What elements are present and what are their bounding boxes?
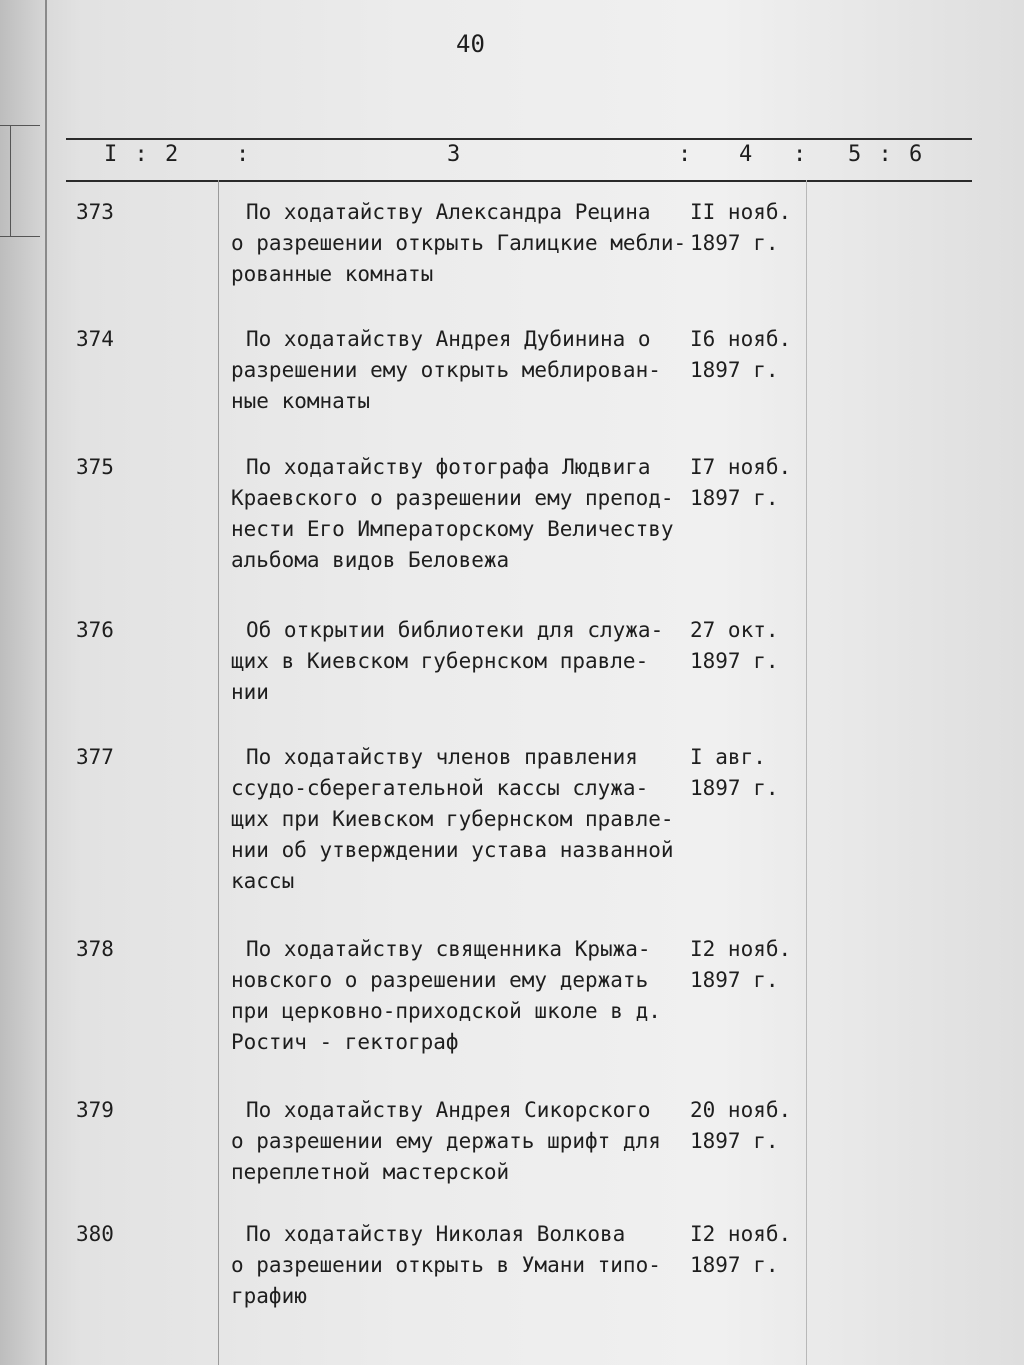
entry-description-line: щих в Киевском губернском правле-: [231, 649, 649, 673]
entry-description-line: рованные комнаты: [231, 262, 434, 286]
entry-number: 375: [76, 455, 114, 479]
entry-date-line: 20 нояб.: [690, 1098, 792, 1122]
binding-table-fragment: [0, 125, 40, 237]
entry-description-line: нии об утверждении устава названной: [231, 838, 674, 862]
entry-description-line: разрешении ему открыть меблирован-: [231, 358, 661, 382]
entry-number: 378: [76, 937, 114, 961]
entry-description-line: Ростич - гектограф: [231, 1030, 459, 1054]
header-col-3: 3: [447, 142, 463, 167]
entry-description-line: По ходатайству священника Крыжа-: [246, 937, 651, 961]
entry-description-line: По ходатайству Александра Рецина: [246, 200, 651, 224]
entry-description-line: ссудо-сберегательной кассы служа-: [231, 776, 649, 800]
entry-description-line: о разрешении открыть Галицкие мебли-: [231, 231, 687, 255]
entry-number: 377: [76, 745, 114, 769]
header-bottom-rule: [66, 180, 972, 182]
entry-date-line: I7 нояб.: [690, 455, 792, 479]
entry-date-line: 1897 г.: [690, 649, 779, 673]
entry-description-line: о разрешении ему держать шрифт для: [231, 1129, 661, 1153]
entry-description-line: щих при Киевском губернском правле-: [231, 807, 674, 831]
entry-date-line: 1897 г.: [690, 968, 779, 992]
entry-date-line: I авг.: [690, 745, 766, 769]
entry-date-line: 1897 г.: [690, 486, 779, 510]
entry-description-line: при церковно-приходской школе в д.: [231, 999, 661, 1023]
binding-edge: [0, 0, 47, 1365]
entry-description: [231, 197, 691, 290]
header-separator: :: [678, 142, 694, 167]
entry-date-line: 1897 г.: [690, 1129, 779, 1153]
entry-date-line: 27 окт.: [690, 618, 779, 642]
entry-description: [231, 452, 691, 576]
entry-description-line: нии: [231, 680, 269, 704]
entry-date: [690, 615, 779, 677]
entry-description: [231, 1095, 691, 1188]
entry-description: [231, 1219, 691, 1312]
entry-description-line: ные комнаты: [231, 389, 371, 413]
header-separator: :: [793, 142, 809, 167]
entry-description-line: Об открытии библиотеки для служа-: [246, 618, 664, 642]
entry-number: 379: [76, 1098, 114, 1122]
entry-date-line: II нояб.: [690, 200, 792, 224]
entry-date: [690, 934, 791, 996]
entry-description-line: кассы: [231, 869, 295, 893]
entry-date-line: 1897 г.: [690, 1253, 779, 1277]
entry-description-line: графию: [231, 1284, 307, 1308]
entry-description-line: По ходатайству Андрея Сикорского: [246, 1098, 651, 1122]
column-divider: [218, 180, 219, 1365]
entry-number: 376: [76, 618, 114, 642]
entry-description-line: о разрешении открыть в Умани типо-: [231, 1253, 661, 1277]
entry-description: [231, 934, 691, 1058]
entry-date-line: I6 нояб.: [690, 327, 792, 351]
entry-date-line: 1897 г.: [690, 231, 779, 255]
header-col-4: 4: [739, 142, 755, 167]
entry-date-line: I2 нояб.: [690, 1222, 792, 1246]
header-col-5-6: 5 : 6: [848, 142, 925, 167]
page-number: 40: [456, 30, 485, 58]
entry-description-line: По ходатайству членов правления: [246, 745, 638, 769]
header-col-1-2: I : 2: [104, 142, 181, 167]
entry-date: [690, 324, 791, 386]
entry-description-line: переплетной мастерской: [231, 1160, 510, 1184]
entry-number: 374: [76, 327, 114, 351]
entry-date: [690, 197, 791, 259]
entry-description-line: Краевского о разрешении ему препод-: [231, 486, 674, 510]
entry-date-line: I2 нояб.: [690, 937, 792, 961]
entry-description-line: По ходатайству фотографа Людвига: [246, 455, 651, 479]
column-divider: [806, 180, 807, 1365]
entry-number: 373: [76, 200, 114, 224]
entry-date: [690, 1095, 791, 1157]
entry-date: [690, 452, 791, 514]
entry-date-line: 1897 г.: [690, 358, 779, 382]
entry-date: [690, 742, 779, 804]
entry-description-line: новского о разрешении ему держать: [231, 968, 649, 992]
header-top-rule: [66, 138, 972, 140]
entry-date: [690, 1219, 791, 1281]
entry-description-line: альбома видов Беловежа: [231, 548, 510, 572]
entry-description-line: нести Его Императорскому Величеству: [231, 517, 674, 541]
entry-description-line: По ходатайству Андрея Дубинина о: [246, 327, 651, 351]
entry-description: [231, 615, 691, 708]
entry-description: [231, 324, 691, 417]
entry-description-line: По ходатайству Николая Волкова: [246, 1222, 626, 1246]
entry-number: 380: [76, 1222, 114, 1246]
header-separator: :: [236, 142, 252, 167]
entry-date-line: 1897 г.: [690, 776, 779, 800]
entry-description: [231, 742, 691, 897]
